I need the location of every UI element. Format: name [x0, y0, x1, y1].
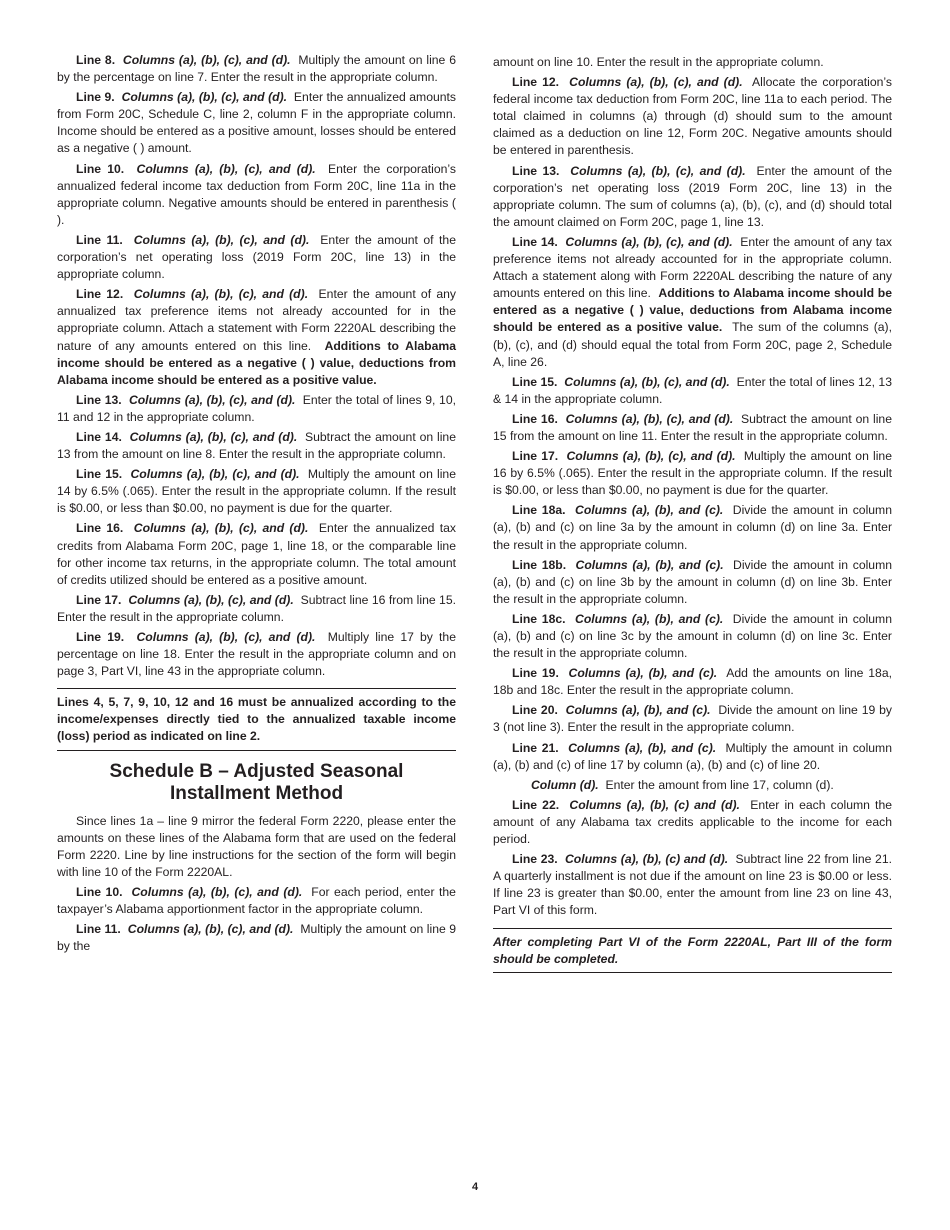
line-9-instruction: Line 9. Columns (a), (b), (c), and (d). Enter the annualized amounts from Form 20C, Schedule C, line 2, column F in the appropriate column. Income should be entered as a positive amount, losses should be entered as a negative ( ) amount.	[57, 90, 457, 156]
line-18c-instruction: Line 18c. Columns (a), (b), and (c). Divide the amount in column (a), (b) and (c) on line 3c by the amount in column (d) on line 3c. Enter the result in the appropriate column.	[493, 611, 892, 661]
schedule-b-line-16-instruction: Line 16. Columns (a), (b), (c), and (d). Subtract the amount on line 15 from the amount on line 11. Enter the result in the appropriate column.	[493, 411, 892, 443]
line-11-continuation: amount on line 10. Enter the result in the appropriate column.	[493, 55, 824, 69]
line-22-instruction: Line 22. Columns (a), (b), (c) and (d). Enter in each column the amount of any Alabama tax credits applicable to the income for each period.	[493, 797, 892, 847]
line-19-instruction: Line 19. Columns (a), (b), (c), and (d). Multiply line 17 by the percentage on line 18. Enter the result in the appropriate column and on page 3, Part VI, line 43 in the appropriate column.	[57, 630, 456, 679]
schedule-b-line-17-instruction: Line 17. Columns (a), (b), (c), and (d). Multiply the amount on line 16 by 6.5% (.065). Enter the result in the appropriate column. If the result is $0.00, or less than $0.00, no payment is due for the quarter.	[493, 449, 892, 498]
schedule-b-line-11-instruction: Line 11. Columns (a), (b), (c), and (d). Multiply the amount on line 9 by the	[57, 922, 457, 954]
schedule-b-intro: Since lines 1a – line 9 mirror the federal Form 2220, please enter the amounts on these lines of the Alabama form that are used on the federal Form 2220. Line by line instructions for the section of the form will begin with line 10 of the Form 2220AL.	[57, 813, 456, 879]
schedule-b-heading: Schedule B – Adjusted Seasonal Installment Method	[109, 760, 404, 804]
line-21-instruction: Line 21. Columns (a), (b), and (c). Multiply the amount in column (a), (b) and (c) of line 17 by column (a), (b) and (c) of line 20.	[493, 740, 892, 772]
line-11-instruction: Line 11. Columns (a), (b), (c), and (d). Enter the amount of the corporation’s net operating loss (2019 Form 20C, line 13) in the appropriate column.	[57, 232, 456, 282]
schedule-b-line-13-instruction: Line 13. Columns (a), (b), (c), and (d). Enter the amount of the corporation’s net operating loss (2019 Form 20C, line 13) in the appropriate column. The sum of columns (a), (b), (c), and (d) should total the amount claimed on Form 20C, page 1, line 13.	[493, 163, 892, 229]
line-23-instruction: Line 23. Columns (a), (b), (c) and (d). Subtract line 22 from line 21. A quarterly installment is not due if the amount on line 23 is $0.00 or less. If line 23 is greater than $0.00, enter the amount from line 23 on line 43, Part VI of this form.	[493, 852, 892, 918]
line-16-instruction: Line 16. Columns (a), (b), (c), and (d). Enter the annualized tax credits from Alabama Form 20C, page 1, line 18, or the comparable line for other income tax returns, in the appropriate column. The total amount of credits utilized should be entered as a positive amount.	[57, 521, 456, 587]
annualization-note: Lines 4, 5, 7, 9, 10, 12 and 16 must be annualized according to the income/expenses directly tied to the annualized taxable income (loss) period as indicated on line 2.	[57, 688, 456, 750]
line-13-instruction: Line 13. Columns (a), (b), (c), and (d). Enter the total of lines 9, 10, 11 and 12 in the appropriate column.	[57, 392, 456, 424]
line-14-instruction: Line 14. Columns (a), (b), (c), and (d). Subtract the amount on line 13 from the amount on line 8. Enter the result in the appropriate column.	[57, 429, 456, 462]
page-number: 4	[471, 1181, 479, 1193]
left-column	[57, 52, 456, 958]
line-20-instruction: Line 20. Columns (a), (b), and (c). Divide the amount on line 19 by 3 (not line 3). Enter the result in the appropriate column.	[493, 703, 893, 735]
line-17-instruction: Line 17. Columns (a), (b), (c), and (d). Subtract line 16 from line 15. Enter the result in the appropriate column.	[57, 592, 456, 624]
right-column	[493, 54, 892, 983]
schedule-b-line-10-instruction: Line 10. Columns (a), (b), (c), and (d). For each period, enter the taxpayer’s Alabama apportionment factor in the appropriate column.	[57, 884, 456, 917]
line-21-column-d-instruction: Column (d). Enter the amount from line 17, column (d).	[531, 777, 834, 792]
line-10-instruction: Line 10. Columns (a), (b), (c), and (d). Enter the corporation’s annualized federal income tax deduction from Form 20C, line 11a in the appropriate column. Negative amounts should be entered in parenthesis ( ).	[57, 161, 456, 227]
line-18b-instruction: Line 18b. Columns (a), (b), and (c). Divide the amount in column (a), (b) and (c) on line 3b by the amount in column (d) on line 3b. Enter the result in the appropriate column.	[493, 557, 893, 606]
schedule-b-line-15-instruction: Line 15. Columns (a), (b), (c), and (d). Enter the total of lines 12, 13 & 14 in the appropriate column.	[493, 374, 892, 406]
line-12-instruction: Line 12. Columns (a), (b), (c), and (d). Enter the amount of any annualized tax preference items not already accounted for in the appropriate column. Attach a statement with Form 2220AL describing the nature of any amounts entered on this line. Additions to Alabama income should be entered as a negative ( ) value, deductions from Alabama income should be entered as a positive value.	[57, 287, 456, 387]
line-8-instruction: Line 8. Columns (a), (b), (c), and (d). Multiply the amount on line 6 by the percentage on line 7. Enter the result in the appropriate column.	[57, 53, 456, 85]
schedule-b-line-19-instruction: Line 19. Columns (a), (b), and (c). Add the amounts on line 18a, 18b and 18c. Enter the result in the appropriate column.	[493, 666, 892, 698]
line-15-instruction: Line 15. Columns (a), (b), (c), and (d). Multiply the amount on line 14 by 6.5% (.065). Enter the result in the appropriate column. If the result is $0.00, or less than $0.00, no payment is due for the quarter.	[57, 467, 456, 516]
completion-note: After completing Part VI of the Form 2220AL, Part III of the form should be completed.	[493, 928, 892, 973]
schedule-b-line-14-instruction: Line 14. Columns (a), (b), (c), and (d). Enter the amount of any tax preference items not already accounted for in the appropriate column. Attach a statement along with Form 2220AL describing the nature of any amounts entered on this line. Additions to Alabama income should be entered as a negative ( ) value, deductions from Alabama income should be entered as a positive value. The sum of the columns (a), (b), (c), and (d) should equal the total from Form 20C, page 2, Schedule A, line 26.	[493, 234, 892, 369]
line-18a-instruction: Line 18a. Columns (a), (b), and (c). Divide the amount in column (a), (b) and (c) on line 3a by the amount in column (d) on line 3a. Enter the result in the appropriate column.	[493, 503, 892, 552]
schedule-b-line-12-instruction: Line 12. Columns (a), (b), (c), and (d). Allocate the corporation’s federal income tax deduction from Form 20C, line 11a to each period. The total claimed in columns (a) through (d) should sum to the amount claimed as a deduction on line 12, Form 20C. Negative amounts should be entered in parenthesis.	[493, 75, 892, 158]
